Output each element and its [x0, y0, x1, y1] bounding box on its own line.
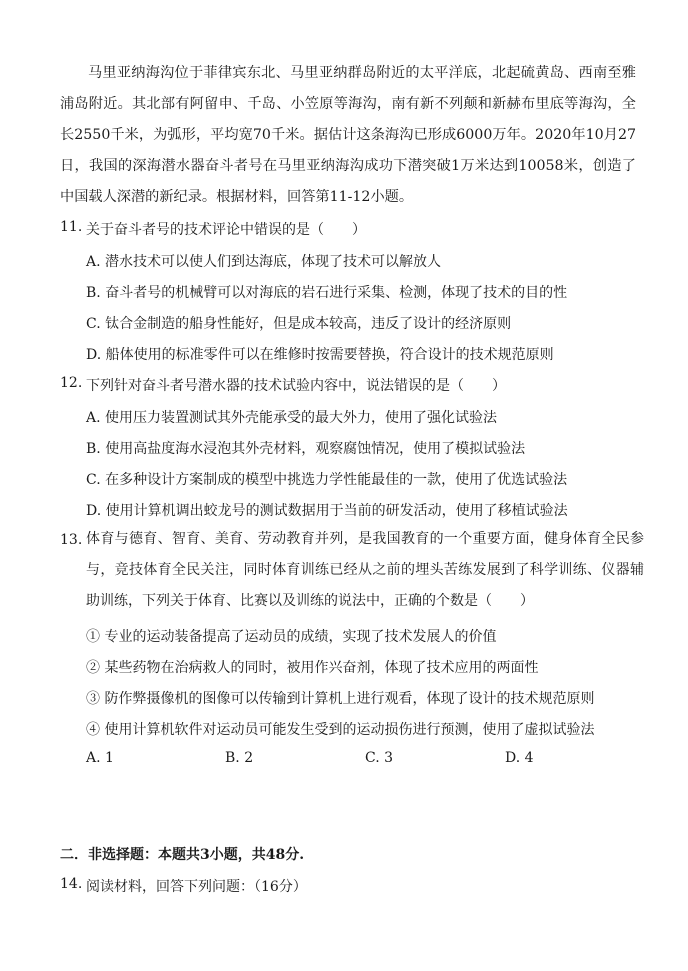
question-13-item-3: ③ 防作弊摄像机的图像可以传输到计算机上进行观看，体现了设计的技术规范原则 — [86, 691, 595, 707]
question-13-item-2: ② 某些药物在治病救人的同时，被用作兴奋剂，体现了技术应用的两面性 — [86, 660, 539, 676]
question-12-option-c: C. 在多种设计方案制成的模型中挑选力学性能最佳的一款，使用了优选试验法 — [86, 472, 568, 488]
question-13-choice-c: C. 3 — [365, 750, 394, 766]
question-12-number: 12. — [60, 375, 83, 391]
question-11-number: 11. — [60, 219, 83, 235]
question-11-option-c: C. 钛合金制造的船身性能好，但是成本较高，违反了设计的经济原则 — [86, 316, 512, 332]
question-11-option-b: B. 奋斗者号的机械臂可以对海底的岩石进行采集、检测，体现了技术的目的性 — [86, 285, 568, 301]
question-14-stem: 阅读材料，回答下列问题：（16分） — [86, 879, 307, 895]
question-12-stem: 下列针对奋斗者号潜水器的技术试验内容中，说法错误的是（ ） — [86, 378, 506, 394]
question-12-option-d: D. 使用计算机调出蛟龙号的测试数据用于当前的研发活动，使用了移植试验法 — [86, 503, 568, 519]
question-13-choice-a: A. 1 — [86, 750, 114, 766]
question-13-number: 13. — [60, 532, 83, 548]
question-13-choice-d: D. 4 — [505, 750, 534, 766]
question-11-stem: 关于奋斗者号的技术评论中错误的是（ ） — [86, 222, 366, 238]
reading-passage: 马里亚纳海沟位于菲律宾东北、马里亚纳群岛附近的太平洋底，北起硫黄岛、西南至雅浦岛附近。其北部有阿留申、千岛、小笠原等海沟，南有新不列颠和新赫布里底等海沟，全长2550千米，为弧形，平均宽70千米。据估计这条海沟已形成6000万年。2020年10月27日，我国的深海潜水器奋斗者号在马里亚纳海沟成功下潜突破1万米达到10058米，创造了中国载人深潜的新纪录。根据材料，回答第11-12小题。 — [60, 65, 636, 205]
question-13-choice-b: B. 2 — [225, 750, 254, 766]
section-heading: 二．非选择题：本题共3小题，共48分. — [60, 847, 305, 863]
question-12-option-b: B. 使用高盐度海水浸泡其外壳材料，观察腐蚀情况，使用了模拟试验法 — [86, 441, 526, 457]
question-14-number: 14. — [60, 876, 83, 892]
question-12-option-a: A. 使用压力装置测试其外壳能承受的最大外力，使用了强化试验法 — [86, 410, 498, 426]
question-11-option-a: A. 潜水技术可以使人们到达海底，体现了技术可以解放人 — [86, 254, 442, 270]
question-11-option-d: D. 船体使用的标准零件可以在维修时按需要替换，符合设计的技术规范原则 — [86, 347, 554, 363]
question-13-item-1: ① 专业的运动装备提高了运动员的成绩，实现了技术发展人的价值 — [86, 629, 497, 645]
question-13-stem: 体育与德育、智育、美育、劳动教育并列，是我国教育的一个重要方面，健身体育全民参与，竞技体育全民关注，同时体育训练已经从之前的埋头苦练发展到了科学训练、仪器辅助训练，下列关于体育、比赛以及训练的说法中，正确的个数是（ ） — [86, 531, 644, 609]
question-13-item-4: ④ 使用计算机软件对运动员可能发生受到的运动损伤进行预测，使用了虚拟试验法 — [86, 722, 595, 738]
